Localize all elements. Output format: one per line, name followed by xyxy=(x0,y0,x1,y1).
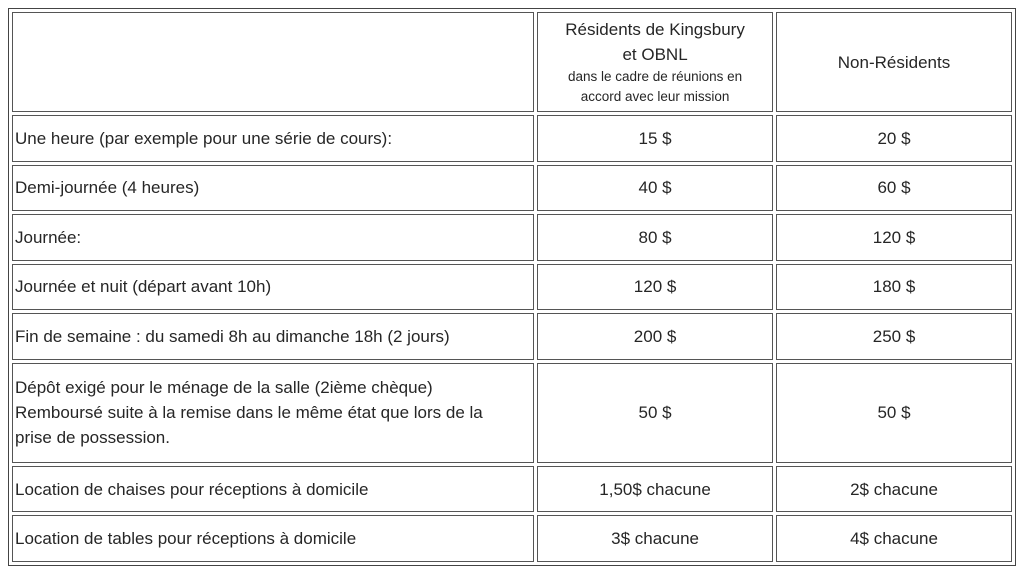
price-non-residents: 4$ chacune xyxy=(776,515,1012,562)
table-header-row xyxy=(12,12,1012,112)
header-non-residents: Non-Résidents xyxy=(776,12,1012,112)
table-row xyxy=(12,466,1012,513)
deposit-line-3: prise de possession. xyxy=(15,428,170,448)
row-label: Journée et nuit (départ avant 10h) xyxy=(12,264,534,311)
price-residents: 1,50$ chacune xyxy=(537,466,773,513)
table-row xyxy=(12,515,1012,562)
header-residents-sub1: dans le cadre de réunions en xyxy=(568,69,743,85)
price-residents: 80 $ xyxy=(537,214,773,261)
price-residents: 120 $ xyxy=(537,264,773,311)
deposit-line-1: Dépôt exigé pour le ménage de la salle (2ième chèque) xyxy=(15,378,433,398)
price-residents: 3$ chacune xyxy=(537,515,773,562)
price-residents: 15 $ xyxy=(537,115,773,162)
table-row xyxy=(12,115,1012,162)
price-non-residents: 20 $ xyxy=(776,115,1012,162)
rates-table xyxy=(8,8,1016,566)
header-residents-line2: et OBNL xyxy=(622,45,688,65)
header-residents-sub2: accord avec leur mission xyxy=(580,89,730,105)
table-row xyxy=(12,264,1012,311)
price-non-residents: 60 $ xyxy=(776,165,1012,212)
price-non-residents: 250 $ xyxy=(776,313,1012,360)
price-non-residents: 180 $ xyxy=(776,264,1012,311)
row-label: Demi-journée (4 heures) xyxy=(12,165,534,212)
price-non-residents: 50 $ xyxy=(776,363,1012,463)
row-label: Journée: xyxy=(12,214,534,261)
row-label: Une heure (par exemple pour une série de cours): xyxy=(12,115,534,162)
header-empty-cell xyxy=(12,12,534,112)
price-non-residents: 2$ chacune xyxy=(776,466,1012,513)
header-residents-line1: Résidents de Kingsbury xyxy=(565,20,745,40)
price-residents: 40 $ xyxy=(537,165,773,212)
price-residents: 50 $ xyxy=(537,363,773,463)
deposit-line-2: Remboursé suite à la remise dans le même état que lors de la xyxy=(15,403,483,423)
row-label: Fin de semaine : du samedi 8h au dimanche 18h (2 jours) xyxy=(12,313,534,360)
row-label: Location de chaises pour réceptions à domicile xyxy=(12,466,534,513)
table-row xyxy=(12,313,1012,360)
table-row xyxy=(12,214,1012,261)
row-label: Location de tables pour réceptions à domicile xyxy=(12,515,534,562)
table-row xyxy=(12,165,1012,212)
row-label-deposit xyxy=(12,363,534,463)
table-row xyxy=(12,363,1012,463)
price-residents: 200 $ xyxy=(537,313,773,360)
price-non-residents: 120 $ xyxy=(776,214,1012,261)
header-residents xyxy=(537,12,773,112)
